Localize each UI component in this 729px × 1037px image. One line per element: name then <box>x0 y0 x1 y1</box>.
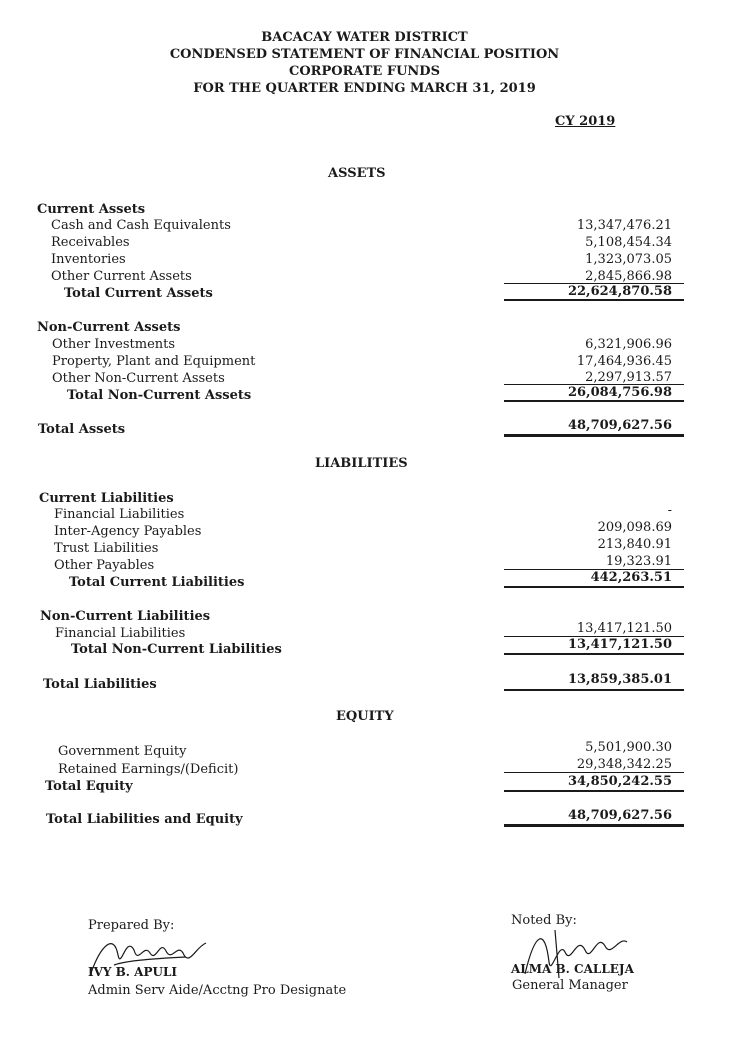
total-current-liabilities-label: Total Current Liabilities <box>69 575 245 590</box>
line-item-label: Inventories <box>51 252 126 267</box>
grand-total-rule <box>504 689 684 691</box>
total-noncurrent-liabilities-label: Total Non-Current Liabilities <box>71 642 282 657</box>
total-rule <box>504 790 684 792</box>
total-noncurrent-assets-label: Total Non-Current Assets <box>67 388 252 403</box>
total-liabilities-value: 13,859,385.01 <box>567 672 672 687</box>
total-rule <box>504 586 684 588</box>
line-item-value: 2,297,913.57 <box>585 370 672 385</box>
line-item-label: Inter-Agency Payables <box>54 524 202 539</box>
line-item-value: 13,347,476.21 <box>576 218 672 233</box>
line-item-value: 29,348,342.25 <box>576 757 672 772</box>
line-item-label: Other Current Assets <box>51 269 192 284</box>
noncurrent-assets-heading: Non-Current Assets <box>37 320 181 335</box>
period-line: FOR THE QUARTER ENDING MARCH 31, 2019 <box>193 81 536 96</box>
line-item-value: 6,321,906.96 <box>585 337 672 352</box>
total-noncurrent-assets-value: 26,084,756.98 <box>567 385 672 400</box>
line-item-value: 19,323.91 <box>605 554 672 569</box>
line-item-value: 1,323,073.05 <box>585 252 672 267</box>
line-item-value: 17,464,936.45 <box>576 354 672 369</box>
total-liabilities-label: Total Liabilities <box>43 677 157 692</box>
prepared-by-caption: Prepared By: <box>88 918 175 933</box>
line-item-value: 5,501,900.30 <box>585 740 672 755</box>
line-item-value: 213,840.91 <box>597 537 672 552</box>
total-noncurrent-liabilities-value: 13,417,121.50 <box>567 637 672 652</box>
total-equity-label: Total Equity <box>45 779 133 794</box>
prepared-by-name: IVY B. APULI <box>88 965 178 979</box>
org-name: BACACAY WATER DISTRICT <box>261 30 468 45</box>
line-item-label: Receivables <box>51 235 130 250</box>
line-item-label: Other Non-Current Assets <box>52 371 225 386</box>
noncurrent-liabilities-heading: Non-Current Liabilities <box>40 609 211 624</box>
total-assets-value: 48,709,627.56 <box>567 418 672 433</box>
total-liabilities-equity-label: Total Liabilities and Equity <box>46 812 243 827</box>
line-item-value: - <box>667 503 672 518</box>
total-current-assets-label: Total Current Assets <box>64 286 213 301</box>
total-assets-label: Total Assets <box>38 422 126 437</box>
total-liabilities-equity-value: 48,709,627.56 <box>567 808 672 823</box>
fund-name: CORPORATE FUNDS <box>289 64 440 79</box>
assets-section-title: ASSETS <box>328 166 386 181</box>
total-rule <box>504 400 684 402</box>
liabilities-section-title: LIABILITIES <box>315 456 408 471</box>
total-current-liabilities-value: 442,263.51 <box>590 570 672 585</box>
total-equity-value: 34,850,242.55 <box>567 774 672 789</box>
line-item-value: 5,108,454.34 <box>585 235 672 250</box>
line-item-label: Financial Liabilities <box>55 626 186 641</box>
total-current-assets-value: 22,624,870.58 <box>567 284 672 299</box>
line-item-value: 2,845,866.98 <box>585 269 672 284</box>
equity-section-title: EQUITY <box>336 709 394 724</box>
noted-by-position: General Manager <box>512 978 628 993</box>
column-header-cy2019: CY 2019 <box>555 114 616 129</box>
line-item-label: Trust Liabilities <box>54 541 159 556</box>
current-liabilities-heading: Current Liabilities <box>39 491 174 506</box>
line-item-label: Cash and Cash Equivalents <box>51 218 231 233</box>
noted-by-name: ALMA B. CALLEJA <box>511 962 634 976</box>
line-item-value: 13,417,121.50 <box>576 621 672 636</box>
total-rule <box>504 299 684 301</box>
line-item-label: Retained Earnings/(Deficit) <box>58 762 239 777</box>
total-rule <box>504 653 684 655</box>
line-item-value: 209,098.69 <box>597 520 672 535</box>
current-assets-heading: Current Assets <box>37 202 146 217</box>
statement-title: CONDENSED STATEMENT OF FINANCIAL POSITION <box>169 47 560 62</box>
line-item-label: Government Equity <box>58 744 187 759</box>
grand-total-rule <box>504 434 684 437</box>
prepared-by-position: Admin Serv Aide/Acctng Pro Designate <box>88 983 347 998</box>
line-item-label: Financial Liabilities <box>54 507 185 522</box>
subtotal-rule <box>504 772 684 773</box>
line-item-label: Other Investments <box>52 337 176 352</box>
noted-by-caption: Noted By: <box>511 913 577 928</box>
line-item-label: Property, Plant and Equipment <box>52 354 256 369</box>
line-item-label: Other Payables <box>54 558 155 573</box>
grand-total-rule <box>504 824 684 827</box>
